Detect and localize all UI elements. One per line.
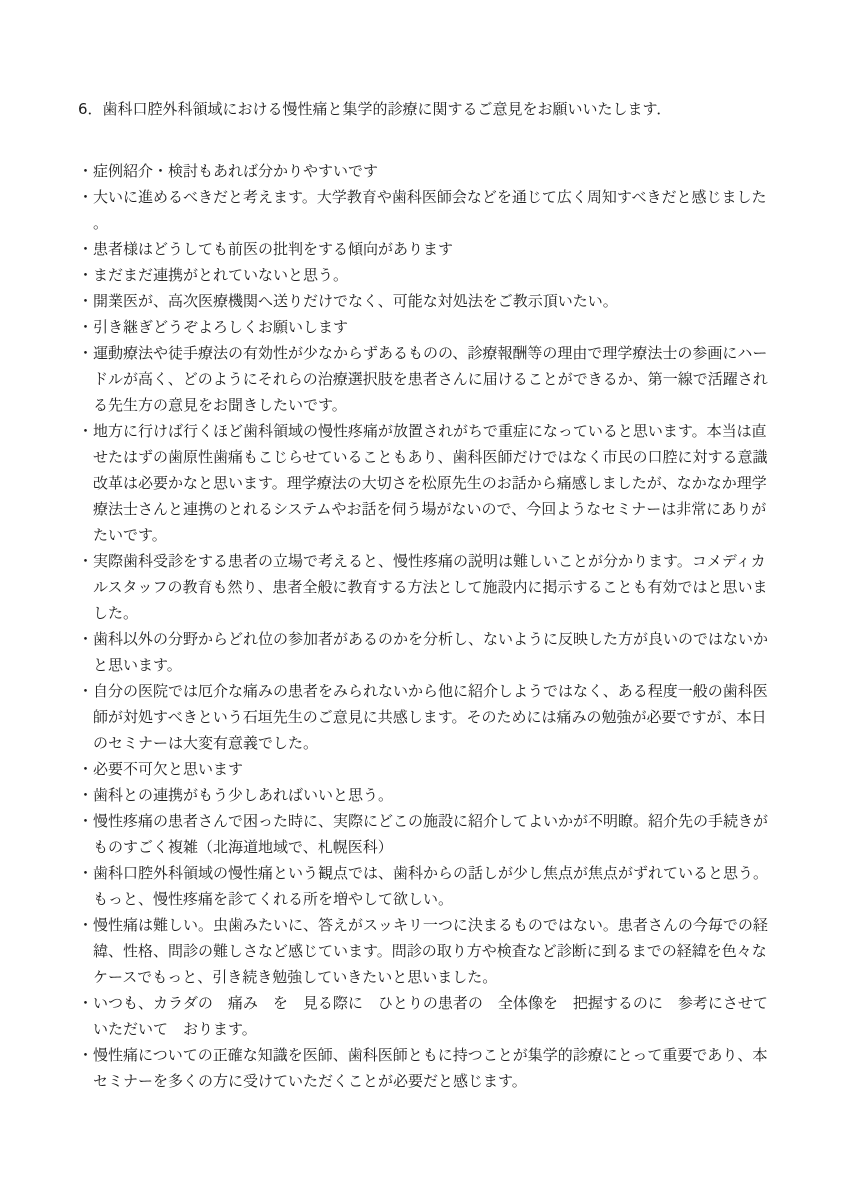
comment-item <box>78 756 772 782</box>
comment-item <box>78 912 772 990</box>
comment-text: まだまだ連携がとれていないと思う。 <box>93 266 349 284</box>
comment-text: 慢性疼痛の患者さんで困った時に、実際にどこの施設に紹介してよいかが不明瞭。紹介先の手続きがものすごく複雑（北海道地域で、札幌医科） <box>93 812 769 856</box>
bullet-marker: ・ <box>78 812 94 830</box>
comment-text: いつも、カラダの 痛み を 見る際に ひとりの患者の 全体像を 把握するのに 参考にさせていただいて おります。 <box>93 994 768 1038</box>
comment-text: 歯科口腔外科領域の慢性痛という観点では、歯科からの話しが少し焦点が焦点がずれていると思う。もっと、慢性疼痛を診てくれる所を増やして欲しい。 <box>93 864 769 908</box>
comment-item <box>78 262 772 288</box>
comment-text: 症例紹介・検討もあれば分かりやすいです <box>93 162 379 180</box>
comment-text: 地方に行けば行くほど歯科領域の慢性疼痛が放置されがちで重症になっていると思います。本当は直せたはずの歯原性歯痛もこじらせていることもあり、歯科医師だけではなく市民の口腔に対する意識改革は必要かなと思います。理学療法の大切さを松原先生のお話から痛感しましたが、なかなか理学療法士さんと連携のとれるシステムやお話を伺う場がないので、今回ようなセミナーは非常にありがたいです。 <box>93 422 768 544</box>
bullet-marker: ・ <box>78 266 94 284</box>
bullet-marker: ・ <box>78 188 94 206</box>
comment-item <box>78 678 772 756</box>
bullet-marker: ・ <box>78 994 94 1012</box>
bullet-marker: ・ <box>78 864 94 882</box>
comment-item <box>78 236 772 262</box>
bullet-marker: ・ <box>78 1046 94 1064</box>
comment-text: 歯科以外の分野からどれ位の参加者があるのかを分析し、ないように反映した方が良いのではないかと思います。 <box>93 630 769 674</box>
comment-text: 歯科との連携がもう少しあればいいと思う。 <box>93 786 394 804</box>
comment-item <box>78 808 772 860</box>
bullet-marker: ・ <box>78 630 94 648</box>
comment-text: 慢性痛についての正確な知識を医師、歯科医師ともに持つことが集学的診療にとって重要であり、本セミナーを多くの方に受けていただくことが必要だと感じます。 <box>93 1046 768 1090</box>
comment-item <box>78 626 772 678</box>
comment-text: 運動療法や徒手療法の有効性が少なからずあるものの、診療報酬等の理由で理学療法士の参画にハードルが高く、どのようにそれらの治療選択肢を患者さんに届けることができるか、第一線で活躍される先生方の意見をお聞きしたいです。 <box>93 344 768 414</box>
comment-item <box>78 860 772 912</box>
comment-item <box>78 314 772 340</box>
comment-text: 大いに進めるべきだと考えます。大学教育や歯科医師会などを通じて広く周知すべきだと感じました。 <box>93 188 767 232</box>
comment-item <box>78 340 772 418</box>
comment-text: 自分の医院では厄介な痛みの患者をみられないから他に紹介しようではなく、ある程度一般の歯科医師が対処すべきという石垣先生のご意見に共感します。そのためには痛みの勉強が必要ですが、本日のセミナーは大変有意義でした。 <box>93 682 768 752</box>
comment-text: 実際歯科受診をする患者の立場で考えると、慢性疼痛の説明は難しいことが分かります。コメディカルスタッフの教育も然り、患者全般に教育する方法として施設内に掲示することも有効ではと思いました。 <box>93 552 768 622</box>
comment-item <box>78 990 772 1042</box>
bullet-marker: ・ <box>78 760 94 778</box>
question-heading: 6．歯科口腔外科領域における慢性痛と集学的診療に関するご意見をお願いいたします． <box>78 100 672 118</box>
comment-item <box>78 1042 772 1094</box>
comment-text: 患者様はどうしても前医の批判をする傾向があります <box>93 240 454 258</box>
comment-item <box>78 782 772 808</box>
bullet-marker: ・ <box>78 162 94 180</box>
comment-text: 必要不可欠と思います <box>93 760 244 778</box>
bullet-marker: ・ <box>78 422 94 440</box>
comment-item <box>78 418 772 548</box>
comment-text: 引き継ぎどうぞよろしくお願いします <box>93 318 349 336</box>
bullet-marker: ・ <box>78 682 94 700</box>
comment-item <box>78 158 772 184</box>
bullet-marker: ・ <box>78 344 94 362</box>
comment-text: 開業医が、高次医療機関へ送りだけでなく、可能な対処法をご教示頂いたい。 <box>93 292 618 310</box>
comment-item <box>78 548 772 626</box>
bullet-marker: ・ <box>78 786 94 804</box>
bullet-marker: ・ <box>78 552 94 570</box>
bullet-marker: ・ <box>78 318 94 336</box>
bullet-marker: ・ <box>78 292 94 310</box>
comment-item <box>78 288 772 314</box>
bullet-marker: ・ <box>78 916 94 934</box>
comment-text: 慢性痛は難しい。虫歯みたいに、答えがスッキリ一つに決まるものではない。患者さんの今毎での経緯、性格、問診の難しさなど感じています。問診の取り方や検査など診断に到るまでの経緯を色々なケースでもっと、引き続き勉強していきたいと思いました。 <box>93 916 768 986</box>
comment-item <box>78 184 772 236</box>
bullet-marker: ・ <box>78 240 94 258</box>
comments-list <box>78 158 772 1094</box>
